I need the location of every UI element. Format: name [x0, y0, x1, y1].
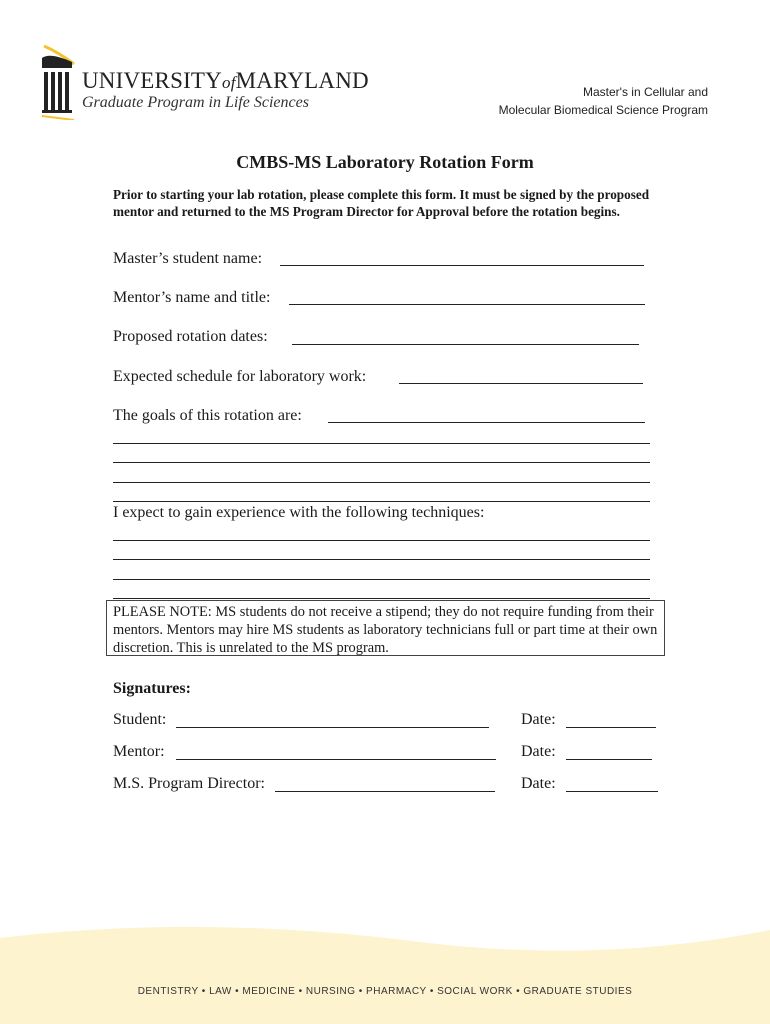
- student-signature-label: Student:: [113, 711, 167, 728]
- logo-university-text: UNIVERSITY: [82, 68, 222, 93]
- student-date-field[interactable]: [566, 727, 656, 728]
- techniques-line[interactable]: [113, 579, 650, 580]
- goals-line[interactable]: [113, 501, 650, 502]
- program-name-line1: Master's in Cellular and: [582, 85, 708, 99]
- student-signature-field[interactable]: [176, 727, 489, 728]
- techniques-line[interactable]: [113, 559, 650, 560]
- director-date-label: Date:: [521, 775, 556, 792]
- schedule-field[interactable]: [399, 383, 643, 384]
- goals-field[interactable]: [328, 422, 645, 423]
- mentor-name-label: Mentor’s name and title:: [113, 289, 271, 306]
- stipend-note-box: PLEASE NOTE: MS students do not receive a stipend; they do not require funding from their mentors. Mentors may hire MS students as laboratory technicians full or part time at their own discretion. This is unrelated to the MS program.: [106, 600, 665, 656]
- mentor-date-field[interactable]: [566, 759, 652, 760]
- student-name-field[interactable]: [280, 265, 644, 266]
- logo-maryland-text: MARYLAND: [235, 68, 369, 93]
- rotation-dates-label: Proposed rotation dates:: [113, 328, 268, 345]
- program-name-line2: Molecular Biomedical Science Program: [498, 103, 708, 117]
- footer-wave-background: [0, 920, 770, 1024]
- mentor-date-label: Date:: [521, 743, 556, 760]
- director-signature-label: M.S. Program Director:: [113, 775, 265, 792]
- goals-label: The goals of this rotation are:: [113, 407, 302, 424]
- director-signature-field[interactable]: [275, 791, 495, 792]
- techniques-line[interactable]: [113, 540, 650, 541]
- form-title: CMBS-MS Laboratory Rotation Form: [236, 152, 534, 172]
- techniques-label: I expect to gain experience with the following techniques:: [113, 504, 485, 521]
- logo-subtitle: Graduate Program in Life Sciences: [82, 94, 309, 111]
- goals-line[interactable]: [113, 443, 650, 444]
- goals-line[interactable]: [113, 482, 650, 483]
- logo-of-text: of: [222, 73, 236, 92]
- goals-line[interactable]: [113, 462, 650, 463]
- signatures-heading: Signatures:: [113, 680, 191, 697]
- footer-schools-list: DENTISTRY • LAW • MEDICINE • NURSING • PHARMACY • SOCIAL WORK • GRADUATE STUDIES: [137, 986, 633, 997]
- mentor-name-field[interactable]: [289, 304, 645, 305]
- university-pillars-logo-icon: [40, 44, 76, 120]
- rotation-dates-field[interactable]: [292, 344, 639, 345]
- schedule-label: Expected schedule for laboratory work:: [113, 368, 367, 385]
- mentor-signature-label: Mentor:: [113, 743, 165, 760]
- logo-university-wordmark: [82, 68, 369, 94]
- form-instructions: Prior to starting your lab rotation, please complete this form. It must be signed by the proposed mentor and returned to the MS Program Director for Approval before the rotation begins.: [113, 187, 650, 219]
- student-name-label: Master’s student name:: [113, 250, 263, 267]
- techniques-line[interactable]: [113, 598, 650, 599]
- director-date-field[interactable]: [566, 791, 658, 792]
- student-date-label: Date:: [521, 711, 556, 728]
- mentor-signature-field[interactable]: [176, 759, 496, 760]
